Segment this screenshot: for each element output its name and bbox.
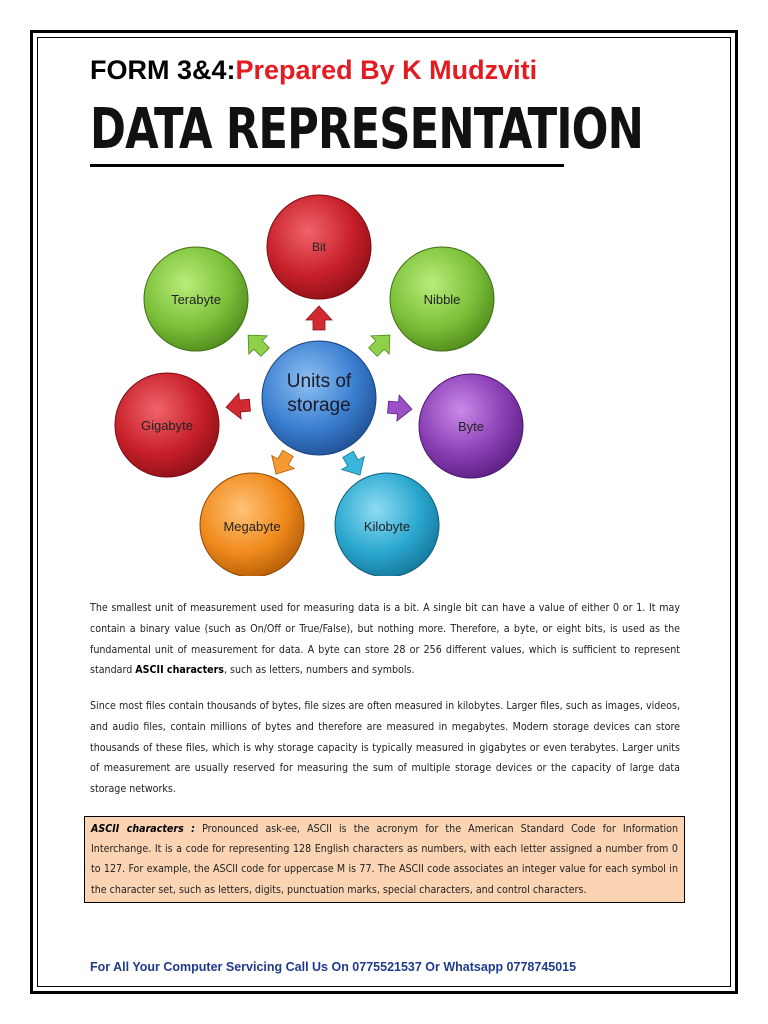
footer-contact: For All Your Computer Servicing Call Us On 0775521537 Or Whatsapp 0778745015	[90, 960, 577, 974]
node-gigabyte	[115, 373, 219, 477]
paragraph-1-text-end: , such as letters, numbers and symbols.	[223, 664, 415, 677]
note-text: Pronounced ask-ee, ASCII is the acronym for the American Standard Code for Information Interchange. It is a code for representing 128 English characters as numbers, with each letter assigned a number from 0 to 127. For example, the ASCII code for uppercase M is 77. The ASCII code associates an integer value for each symbol in the character set, such as letters, digits, punctuation marks, special characters, and control characters.	[91, 823, 678, 896]
center-label-line2: storage	[287, 395, 351, 416]
node-gigabyte-label: Gigabyte	[140, 418, 194, 433]
header	[90, 50, 537, 90]
node-center	[262, 341, 376, 455]
node-terabyte-label: Terabyte	[171, 292, 221, 307]
arrow-to-gigabyte	[225, 392, 251, 420]
node-nibble	[390, 247, 494, 351]
node-byte-label: Byte	[457, 419, 485, 434]
arrow-to-terabyte	[239, 326, 274, 361]
paragraph-1-text: The smallest unit of measurement used for measuring data is a bit. A single bit can have a value of either 0 or 1. It may contain a binary value (such as On/Off or True/False), but nothing more. Therefore, a byte, or eight bits, is used as the fundamental unit of measurement for data. A byte can store 28 or 256 different values, which is sufficient to represent standard	[90, 602, 680, 677]
paragraph-1-bold: ASCII characters	[135, 664, 224, 677]
arrow-to-megabyte	[265, 447, 300, 481]
paragraph-file-sizes: Since most files contain thousands of bytes, file sizes are often measured in kilobytes. Larger files, such as images, videos, and audio files, contain millions of bytes and therefore are measured in megabytes. Modern storage devices can store thousands of these files, which is why storage capacity is typically measured in gigabytes or even terabytes. Larger units of measurement are usually reserved for measuring the sum of multiple storage devices or the capacity of large data storage networks.	[90, 700, 680, 796]
node-megabyte-label: Megabyte	[223, 519, 281, 534]
node-byte	[419, 374, 523, 478]
arrow-to-bit	[306, 306, 332, 330]
arrow-to-byte	[387, 394, 413, 422]
node-nibble-label: Nibble	[423, 292, 461, 307]
node-kilobyte	[335, 473, 439, 576]
units-of-storage-diagram	[110, 190, 550, 576]
form-label: FORM 3&4:	[90, 55, 236, 85]
author-label: Prepared By K Mudzviti	[235, 55, 538, 85]
paragraph-bit-byte	[90, 598, 680, 681]
center-label-line1: Units of	[286, 371, 352, 392]
node-megabyte	[200, 473, 304, 576]
page-title: DATA REPRESENTATION	[90, 97, 644, 162]
ascii-note-box	[84, 816, 685, 903]
title-underline	[90, 164, 564, 167]
node-bit-label: Bit	[311, 240, 327, 254]
arrow-to-kilobyte	[337, 448, 372, 482]
note-term: ASCII characters :	[91, 823, 195, 835]
node-bit	[267, 195, 371, 299]
node-kilobyte-label: Kilobyte	[363, 519, 411, 534]
node-terabyte	[144, 247, 248, 351]
arrow-to-nibble	[364, 326, 399, 361]
